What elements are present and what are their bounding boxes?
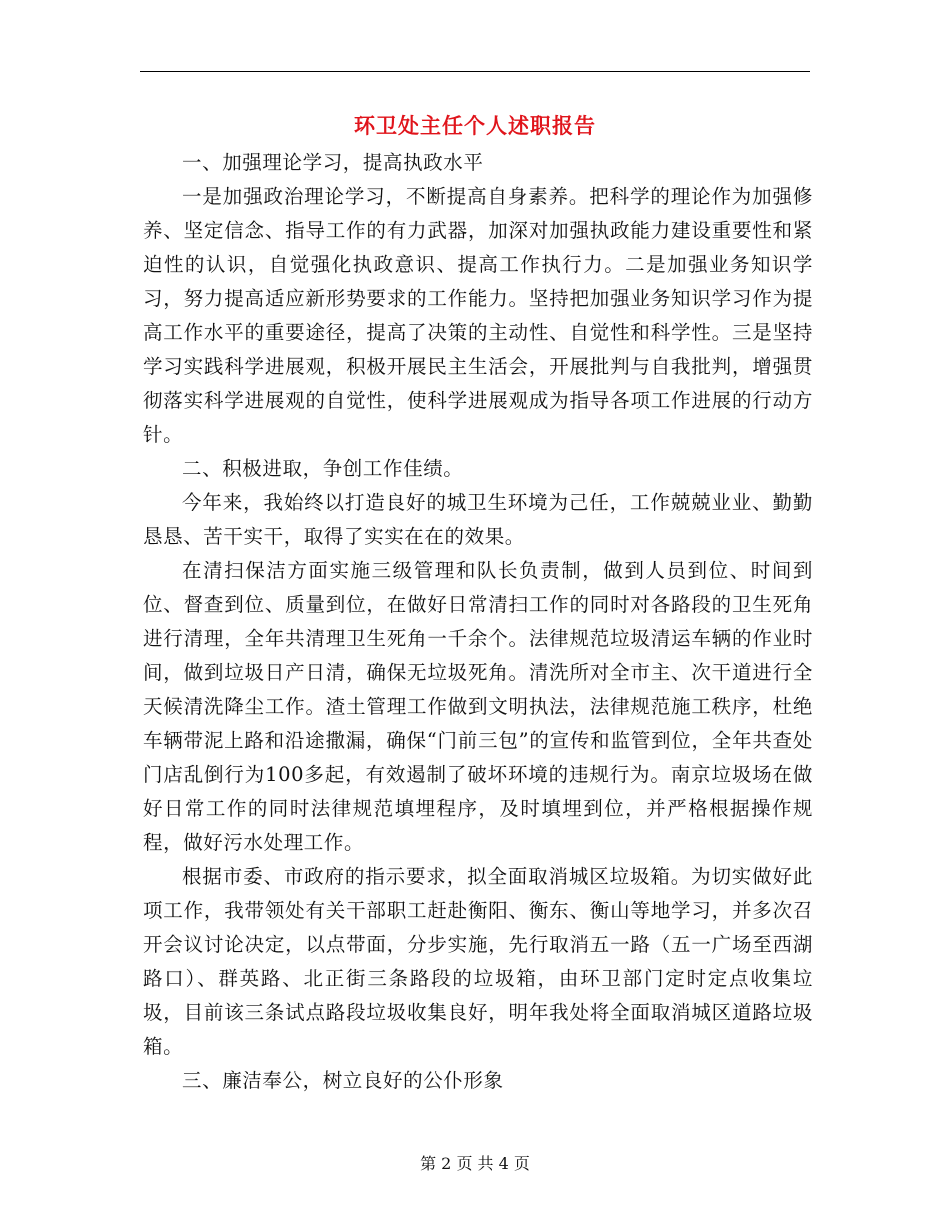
section-heading-1: 一、加强理论学习，提高执政水平	[182, 151, 484, 174]
body-paragraph-2: 今年来，我始终以打造良好的城卫生环境为己任，工作兢兢业业、勤勤恳恳、苦干实干，取得了实实在在的效果。	[143, 491, 813, 548]
header-rule	[140, 71, 810, 72]
section-heading-3: 三、廉洁奉公，树立良好的公仆形象	[182, 1069, 504, 1092]
page-footer	[0, 1152, 950, 1176]
document-body	[143, 146, 813, 1098]
section-heading-2: 二、积极进取，争创工作佳绩。	[182, 457, 464, 480]
body-paragraph-4: 根据市委、市政府的指示要求，拟全面取消城区垃圾箱。为切实做好此项工作，我带领处有关干部职工赶赴衡阳、衡东、衡山等地学习，并多次召开会议讨论决定，以点带面，分步实施，先行取消五一路（五一广场至西湖路口）、群英路、北正街三条路段的垃圾箱，由环卫部门定时定点收集垃圾，目前该三条试点路段垃圾收集良好，明年我处将全面取消城区道路垃圾箱。	[143, 865, 813, 1058]
document-title: 环卫处主任个人述职报告	[354, 113, 596, 138]
body-paragraph-3: 在清扫保洁方面实施三级管理和队长负责制，做到人员到位、时间到位、督查到位、质量到位，在做好日常清扫工作的同时对各路段的卫生死角进行清理，全年共清理卫生死角一千余个。法律规范垃圾清运车辆的作业时间，做到垃圾日产日清，确保无垃圾死角。清洗所对全市主、次干道进行全天候清洗降尘工作。渣土管理工作做到文明执法，法律规范施工秩序，杜绝车辆带泥上路和沿途撒漏，确保“门前三包”的宣传和监管到位，全年共查处门店乱倒行为100多起，有效遏制了破坏环境的违规行为。南京垃圾场在做好日常工作的同时法律规范填埋程序，及时填埋到位，并严格根据操作规程，做好污水处理工作。	[143, 559, 813, 854]
body-paragraph-1: 一是加强政治理论学习，不断提高自身素养。把科学的理论作为加强修养、坚定信念、指导工作的有力武器，加深对加强执政能力建设重要性和紧迫性的认识，自觉强化执政意识、提高工作执行力。二是加强业务知识学习，努力提高适应新形势要求的工作能力。坚持把加强业务知识学习作为提高工作水平的重要途径，提高了决策的主动性、自觉性和科学性。三是坚持学习实践科学进展观，积极开展民主生活会，开展批判与自我批判，增强贯彻落实科学进展观的自觉性，使科学进展观成为指导各项工作进展的行动方针。	[143, 185, 813, 446]
page-number-label: 第 2 页 共 4 页	[420, 1154, 530, 1173]
